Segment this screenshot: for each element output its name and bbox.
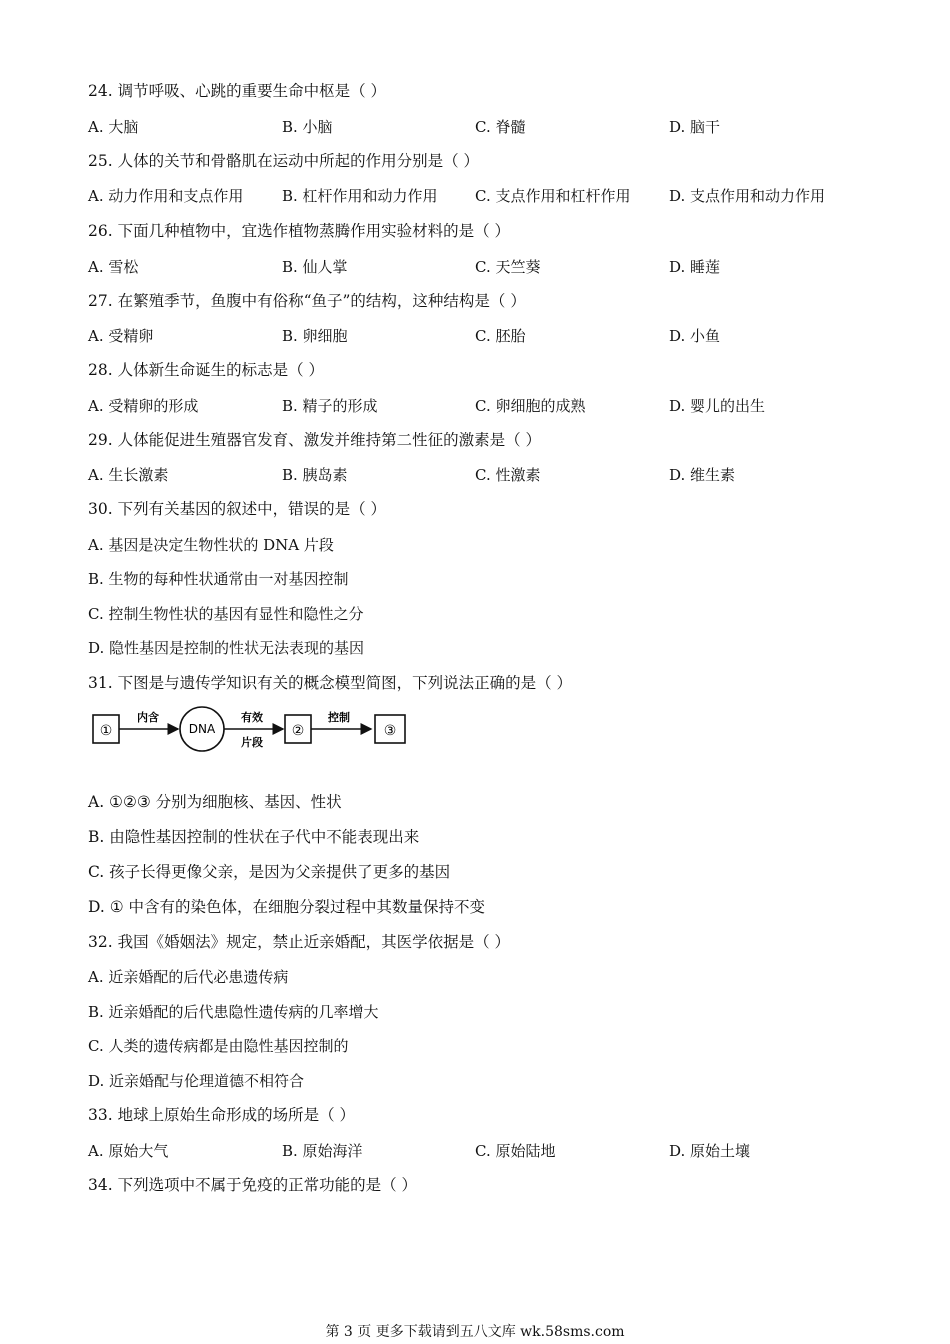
diagram-arrow-1-label: 内含 bbox=[137, 711, 159, 724]
page-footer: 第 3 页 更多下载请到五八文库 wk.58sms.com bbox=[325, 1324, 625, 1340]
diagram-box-1-label: ① bbox=[99, 723, 113, 739]
q26-option-b: B. 仙人掌 bbox=[282, 258, 348, 276]
q24-option-c: C. 脊髓 bbox=[475, 118, 526, 136]
question-26-stem: 26. 下面几种植物中，宜选作植物蒸腾作用实验材料的是（ ） bbox=[88, 222, 511, 240]
diagram-arrow-3-label: 控制 bbox=[328, 711, 350, 724]
q25-option-d: D. 支点作用和动力作用 bbox=[669, 187, 826, 205]
q33-option-a: A. 原始大气 bbox=[88, 1142, 169, 1160]
q30-option-b: B. 生物的每种性状通常由一对基因控制 bbox=[88, 570, 349, 588]
q24-option-d: D. 脑干 bbox=[669, 118, 721, 136]
q29-option-c: C. 性激素 bbox=[475, 466, 541, 484]
diagram-arrow-2-label-top: 有效 bbox=[241, 711, 263, 724]
q25-option-a: A. 动力作用和支点作用 bbox=[88, 187, 244, 205]
q33-option-b: B. 原始海洋 bbox=[282, 1142, 363, 1160]
q31-option-a: A. ①②③ 分别为细胞核、基因、性状 bbox=[88, 793, 342, 811]
q32-option-d: D. 近亲婚配与伦理道德不相符合 bbox=[88, 1072, 305, 1090]
q33-option-c: C. 原始陆地 bbox=[475, 1142, 556, 1160]
q28-option-c: C. 卵细胞的成熟 bbox=[475, 397, 586, 415]
q28-option-a: A. 受精卵的形成 bbox=[88, 397, 199, 415]
q33-option-d: D. 原始土壤 bbox=[669, 1142, 751, 1160]
q27-option-c: C. 胚胎 bbox=[475, 327, 526, 345]
q25-option-c: C. 支点作用和杠杆作用 bbox=[475, 187, 631, 205]
concept-model-diagram bbox=[88, 702, 418, 754]
question-31-stem: 31. 下图是与遗传学知识有关的概念模型简图，下列说法正确的是（ ） bbox=[88, 674, 573, 692]
q27-option-d: D. 小鱼 bbox=[669, 327, 721, 345]
q29-option-d: D. 维生素 bbox=[669, 466, 736, 484]
q24-option-a: A. 大脑 bbox=[88, 118, 139, 136]
diagram-arrow-2-label-bottom: 片段 bbox=[241, 736, 263, 749]
q31-option-b: B. 由隐性基因控制的性状在子代中不能表现出来 bbox=[88, 828, 420, 846]
q29-option-b: B. 胰岛素 bbox=[282, 466, 348, 484]
question-27-stem: 27. 在繁殖季节，鱼腹中有俗称“鱼子”的结构，这种结构是（ ） bbox=[88, 292, 526, 310]
q25-option-b: B. 杠杆作用和动力作用 bbox=[282, 187, 438, 205]
q24-option-b: B. 小脑 bbox=[282, 118, 333, 136]
question-25-stem: 25. 人体的关节和骨骼肌在运动中所起的作用分别是（ ） bbox=[88, 152, 480, 170]
question-33-stem: 33. 地球上原始生命形成的场所是（ ） bbox=[88, 1106, 356, 1124]
q26-option-c: C. 天竺葵 bbox=[475, 258, 541, 276]
question-24-stem: 24. 调节呼吸、心跳的重要生命中枢是（ ） bbox=[88, 82, 387, 100]
q30-option-c: C. 控制生物性状的基因有显性和隐性之分 bbox=[88, 605, 364, 623]
q32-option-c: C. 人类的遗传病都是由隐性基因控制的 bbox=[88, 1037, 349, 1055]
q30-option-d: D. 隐性基因是控制的性状无法表现的基因 bbox=[88, 639, 365, 657]
q29-option-a: A. 生长激素 bbox=[88, 466, 169, 484]
q28-option-b: B. 精子的形成 bbox=[282, 397, 378, 415]
q32-option-a: A. 近亲婚配的后代必患遗传病 bbox=[88, 968, 289, 986]
q26-option-d: D. 睡莲 bbox=[669, 258, 721, 276]
question-32-stem: 32. 我国《婚姻法》规定，禁止近亲婚配，其医学依据是（ ） bbox=[88, 933, 511, 951]
q31-option-c: C. 孩子长得更像父亲，是因为父亲提供了更多的基因 bbox=[88, 863, 451, 881]
q32-option-b: B. 近亲婚配的后代患隐性遗传病的几率增大 bbox=[88, 1003, 379, 1021]
question-34-stem: 34. 下列选项中不属于免疫的正常功能的是（ ） bbox=[88, 1176, 418, 1194]
diagram-box-3-label: ③ bbox=[383, 723, 397, 739]
question-28-stem: 28. 人体新生命诞生的标志是（ ） bbox=[88, 361, 325, 379]
diagram-box-2-label: ② bbox=[291, 723, 305, 739]
q28-option-d: D. 婴儿的出生 bbox=[669, 397, 766, 415]
q31-option-d: D. ① 中含有的染色体，在细胞分裂过程中其数量保持不变 bbox=[88, 898, 486, 916]
question-30-stem: 30. 下列有关基因的叙述中，错误的是（ ） bbox=[88, 500, 387, 518]
q26-option-a: A. 雪松 bbox=[88, 258, 139, 276]
q27-option-b: B. 卵细胞 bbox=[282, 327, 348, 345]
q27-option-a: A. 受精卵 bbox=[88, 327, 154, 345]
question-29-stem: 29. 人体能促进生殖器官发育、激发并维持第二性征的激素是（ ） bbox=[88, 431, 542, 449]
q30-option-a: A. 基因是决定生物性状的 DNA 片段 bbox=[88, 536, 334, 554]
diagram-dna-label: DNA bbox=[188, 722, 216, 736]
